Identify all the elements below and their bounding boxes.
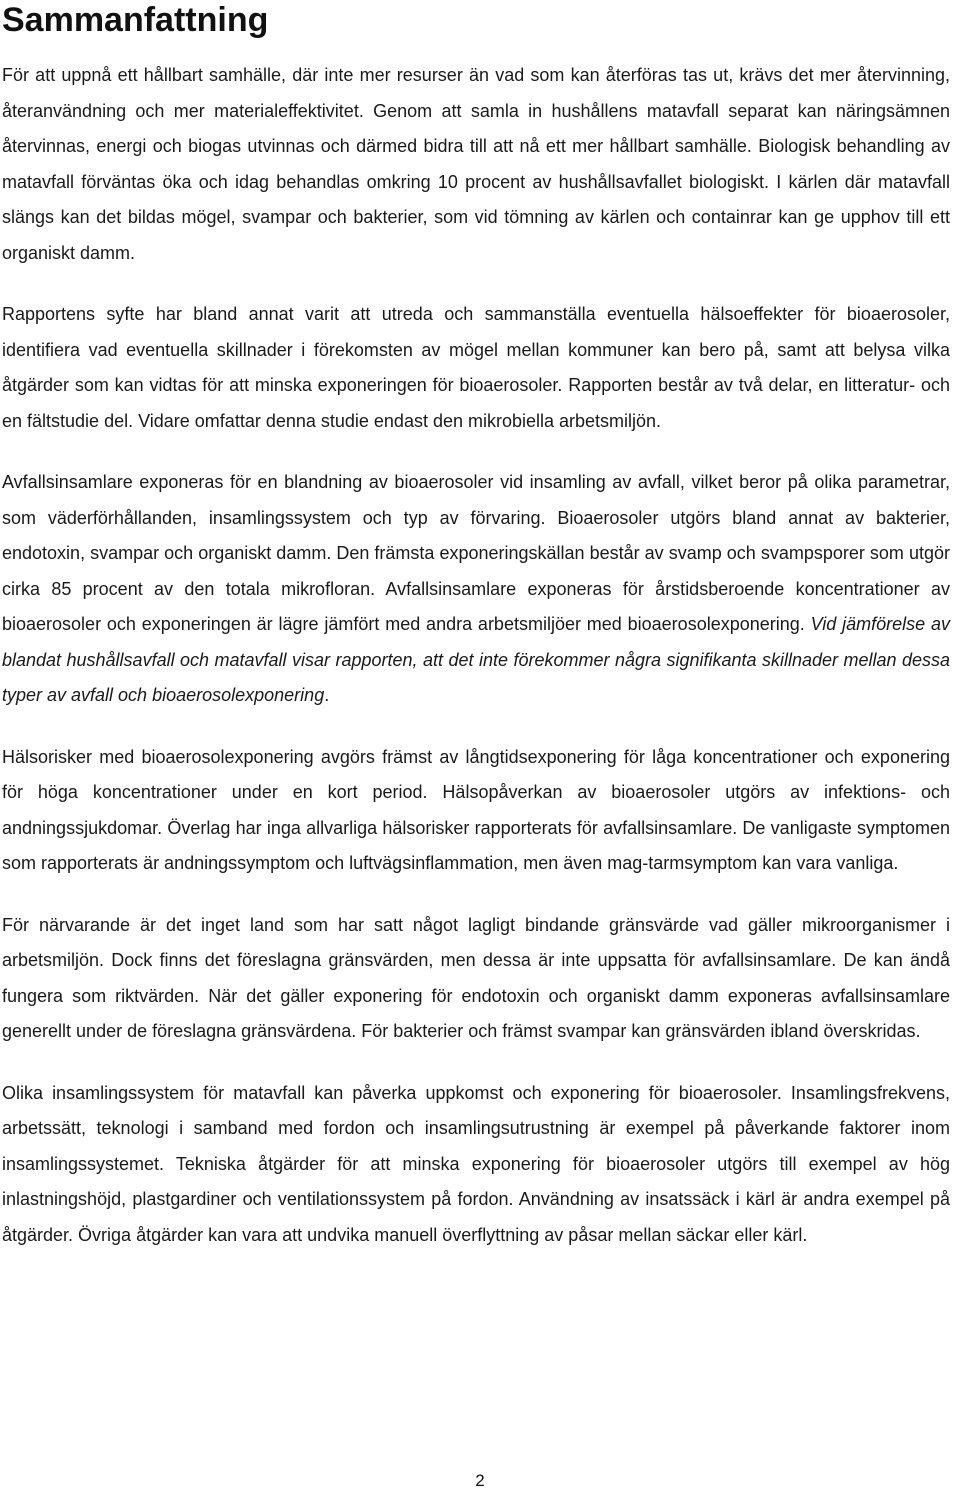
- page-number: 2: [475, 1471, 485, 1490]
- paragraph-italic-finding: Vid jämförelse av blandat hushållsavfall och matavfall visar rapporten, att det inte förekommer några signifikanta skillnader mellan dessa typer av avfall och bioaerosolexponering: [2, 614, 951, 705]
- paragraph-text: För närvarande är det inget land som har satt något lagligt bindande gränsvärde vad gäller mikroorganismer i arbetsmiljön. Dock finns det föreslagna gränsvärden, men dessa är inte uppsatta för avfallsinsamlare. De kan ändå fungera som riktvärden. När det gäller exponering för endotoxin och organiskt damm exponeras avfallsinsamlare generellt under de föreslagna gränsvärdena. För bakterier och främst svampar kan gränsvärden ibland överskridas.: [2, 914, 950, 1041]
- document-body: [2, 58, 950, 1279]
- paragraph-tail: .: [324, 685, 330, 705]
- paragraph-text: Rapportens syfte har bland annat varit att utreda och sammanställa eventuella hälsoeffekter för bioaerosoler, identifiera vad eventuella skillnader i förekomsten av mögel mellan kommuner kan bero på, samt att belysa vilka åtgärder som kan vidtas för att minska exponeringen för bioaerosoler. Rapporten består av två delar, en litteratur- och en fältstudie del. Vidare omfattar denna studie endast den mikrobiella arbetsmiljön.: [2, 304, 950, 431]
- paragraph-collection-systems: [2, 1076, 950, 1254]
- paragraph-health-risks: [2, 740, 950, 882]
- paragraph-limit-values: [2, 908, 950, 1050]
- paragraph-intro: [2, 58, 950, 271]
- paragraph-text: För att uppnå ett hållbart samhälle, där inte mer resurser än vad som kan återföras tas ut, krävs det mer återvinning, återanvändning och mer materialeffektivitet. Genom att samla in hushållens matavfall separat kan näringsämnen återvinnas, energi och biogas utvinnas och därmed bidra till att nå ett mer hållbart samhälle. Biologisk behandling av matavfall förväntas öka och idag behandlas omkring 10 procent av hushållsavfallet biologiskt. I kärlen där matavfall slängs kan det bildas mögel, svampar och bakterier, som vid tömning av kärlen och containrar kan ge upphov till ett organiskt damm.: [2, 65, 950, 263]
- page-title: Sammanfattning: [2, 1, 269, 39]
- paragraph-text: Hälsorisker med bioaerosolexponering avgörs främst av långtidsexponering för låga koncentrationer och exponering för höga koncentrationer under en kort period. Hälsopåverkan av bioaerosoler utgörs av infektions- och andningssjukdomar. Överlag har inga allvarliga hälsorisker rapporterats för avfallsinsamlare. De vanligaste symptomen som rapporterats är andningssymptom och luftvägsinflammation, men även mag-tarmsymptom kan vara vanliga.: [2, 746, 950, 873]
- paragraph-text: Avfallsinsamlare exponeras för en blandning av bioaerosoler vid insamling av avfall, vilket beror på olika parametrar, som väderförhållanden, insamlingssystem och typ av förvaring. Bioaerosoler utgörs bland annat av bakterier, endotoxin, svampar och organiskt damm. Den främsta exponeringskällan består av svamp och svampsporer som utgör cirka 85 procent av den totala mikrofloran. Avfallsinsamlare exponeras för årstidsberoende koncentrationer av bioaerosoler och exponeringen är lägre jämfört med andra arbetsmiljöer med bioaerosolexponering.: [2, 472, 950, 634]
- paragraph-exposure: [2, 465, 950, 714]
- paragraph-purpose: [2, 297, 950, 439]
- paragraph-text: Olika insamlingssystem för matavfall kan påverka uppkomst och exponering för bioaerosoler. Insamlingsfrekvens, arbetssätt, teknologi i samband med fordon och insamlingsutrustning är exempel på påverkande faktorer inom insamlingssystemet. Tekniska åtgärder för att minska exponering för bioaerosoler utgörs till exempel av hög inlastningshöjd, plastgardiner och ventilationssystem på fordon. Användning av insatssäck i kärl är andra exempel på åtgärder. Övriga åtgärder kan vara att undvika manuell överflyttning av påsar mellan säckar eller kärl.: [2, 1082, 950, 1245]
